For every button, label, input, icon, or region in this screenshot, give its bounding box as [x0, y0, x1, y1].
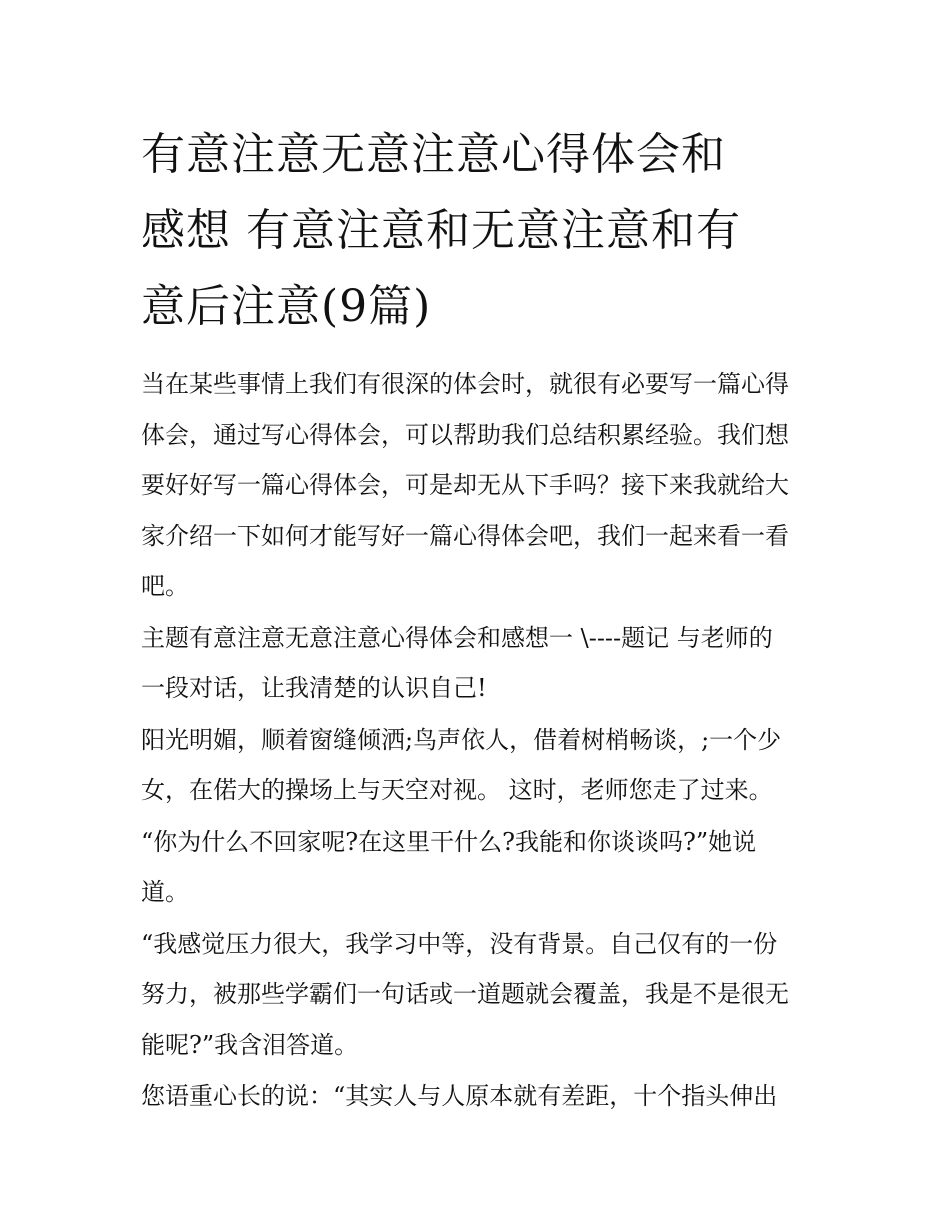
paragraph-teacher-question: “你为什么不回家呢?在这里干什么?我能和你谈谈吗?”她说 道。: [141, 827, 757, 906]
paragraph-intro: 当在某些事情上我们有很深的体会时，就很有必要写一篇心得 体会，通过写心得体会，可以帮助我们总结积累经验。我们想 要好好写一篇心得体会，可是却无从下手吗？接下来我就给大 家介绍一下如何才能写好一篇心得体会吧，我们一起来看一看 吧。: [141, 370, 789, 600]
document-title: 有意注意无意注意心得体会和 感想 有意注意和无意注意和有 意后注意(9篇): [141, 129, 741, 332]
paragraph-theme: 主题有意注意无意注意心得体会和感想一 \----题记 与老师的 一段对话，让我清楚的认识自己!: [141, 623, 773, 702]
paragraph-student-answer: “我感觉压力很大，我学习中等，没有背景。自己仅有的一份 努力，被那些学霸们一句话或一道题就会覆盖，我是不是很无 能呢?”我含泪答道。: [141, 929, 789, 1059]
paragraph-teacher-reply: 您语重心长的说：“其实人与人原本就有差距，十个指头伸出: [141, 1082, 778, 1110]
paragraph-scene: 阳光明媚，顺着窗缝倾洒;鸟声依人，借着树梢畅谈，;一个少 女，在偌大的操场上与天空对视。 这时，老师您走了过来。: [141, 725, 782, 804]
document-body: [141, 117, 813, 1122]
